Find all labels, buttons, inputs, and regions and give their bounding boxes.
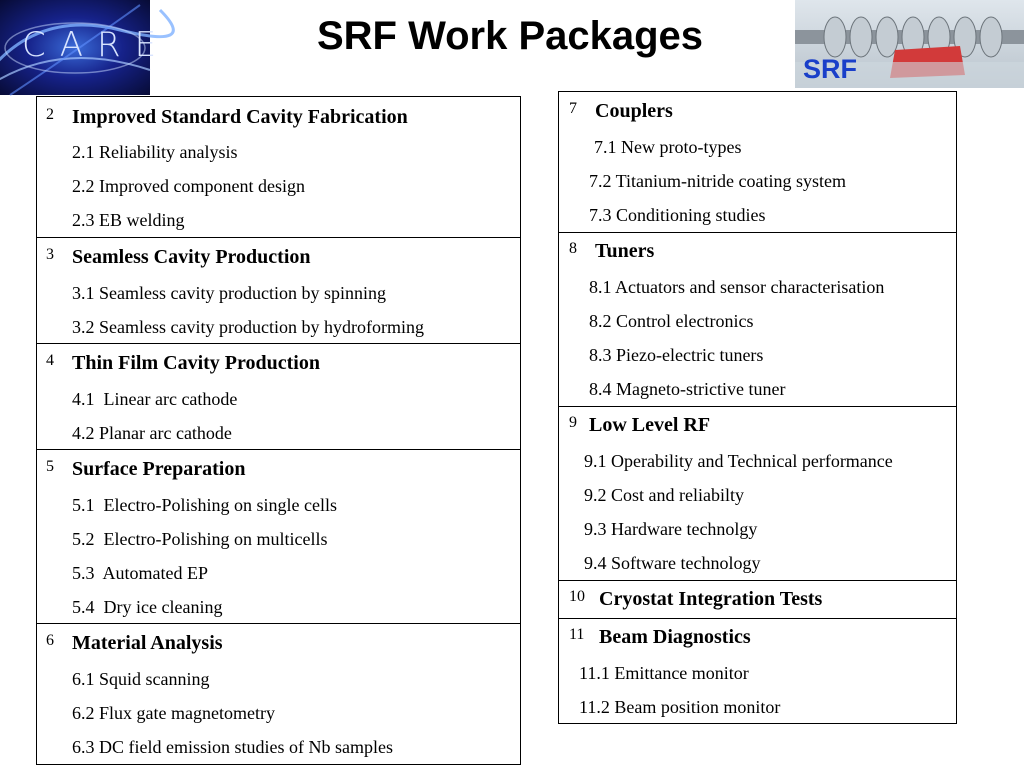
work-package-11 (558, 618, 957, 724)
package-number: 4 (46, 352, 54, 369)
package-item: 8.4 Magneto-strictive tuner (589, 379, 786, 399)
package-item: 11.1 Emittance monitor (579, 663, 749, 683)
package-title: Low Level RF (589, 414, 711, 436)
package-item: 9.2 Cost and reliabilty (584, 485, 744, 505)
work-package-4 (36, 343, 521, 450)
package-title: Beam Diagnostics (599, 626, 751, 648)
work-package-7 (558, 91, 957, 233)
package-item: 7.2 Titanium-nitride coating system (589, 171, 846, 191)
right-work-package-table (558, 91, 957, 724)
package-title: Surface Preparation (72, 458, 246, 480)
care-logo (0, 0, 171, 95)
package-item: 2.3 EB welding (72, 210, 185, 230)
package-number: 7 (569, 100, 577, 117)
srf-logo (795, 0, 1024, 88)
package-item: 9.4 Software technology (584, 553, 761, 573)
package-title: Material Analysis (72, 632, 223, 654)
package-item: 8.1 Actuators and sensor characterisation (589, 277, 885, 297)
work-package-9 (558, 406, 957, 581)
package-item: 4.2 Planar arc cathode (72, 423, 232, 443)
package-title: Thin Film Cavity Production (72, 352, 320, 374)
package-item: 7.3 Conditioning studies (589, 205, 766, 225)
package-title: Tuners (595, 240, 655, 262)
work-package-10 (558, 580, 957, 619)
package-title: Seamless Cavity Production (72, 246, 311, 268)
package-item: 5.3 Automated EP (72, 563, 208, 583)
package-item: 8.3 Piezo-electric tuners (589, 345, 764, 365)
package-item: 3.2 Seamless cavity production by hydroforming (72, 317, 424, 337)
package-number: 10 (569, 588, 585, 605)
package-item: 9.3 Hardware technolgy (584, 519, 758, 539)
package-number: 8 (569, 240, 577, 257)
work-package-5 (36, 449, 521, 624)
package-item: 6.1 Squid scanning (72, 669, 210, 689)
page-title: SRF Work Packages (316, 14, 704, 58)
care-logo-text: CARE (22, 25, 171, 65)
srf-logo-text: SRF (803, 54, 857, 84)
package-item: 7.1 New proto-types (594, 137, 742, 157)
package-number: 5 (46, 458, 54, 475)
package-item: 8.2 Control electronics (589, 311, 754, 331)
package-item: 4.1 Linear arc cathode (72, 389, 238, 409)
package-number: 6 (46, 632, 54, 649)
work-package-3 (36, 237, 521, 344)
package-item: 5.4 Dry ice cleaning (72, 597, 223, 617)
package-item: 3.1 Seamless cavity production by spinning (72, 283, 386, 303)
package-item: 5.2 Electro-Polishing on multicells (72, 529, 328, 549)
package-title: Cryostat Integration Tests (599, 588, 823, 610)
package-item: 2.1 Reliability analysis (72, 142, 238, 162)
package-number: 2 (46, 106, 54, 123)
left-work-package-table (36, 96, 521, 765)
package-item: 11.2 Beam position monitor (579, 697, 781, 717)
package-title: Couplers (595, 100, 673, 122)
package-number: 3 (46, 246, 54, 263)
package-title: Improved Standard Cavity Fabrication (72, 106, 408, 128)
package-number: 11 (569, 626, 585, 643)
package-item: 9.1 Operability and Technical performance (584, 451, 893, 471)
package-item: 5.1 Electro-Polishing on single cells (72, 495, 337, 515)
work-package-6 (36, 623, 521, 765)
work-package-2 (36, 96, 521, 238)
package-number: 9 (569, 414, 577, 431)
package-item: 2.2 Improved component design (72, 176, 305, 196)
work-package-8 (558, 232, 957, 407)
package-item: 6.2 Flux gate magnetometry (72, 703, 275, 723)
package-item: 6.3 DC field emission studies of Nb samples (72, 737, 393, 757)
